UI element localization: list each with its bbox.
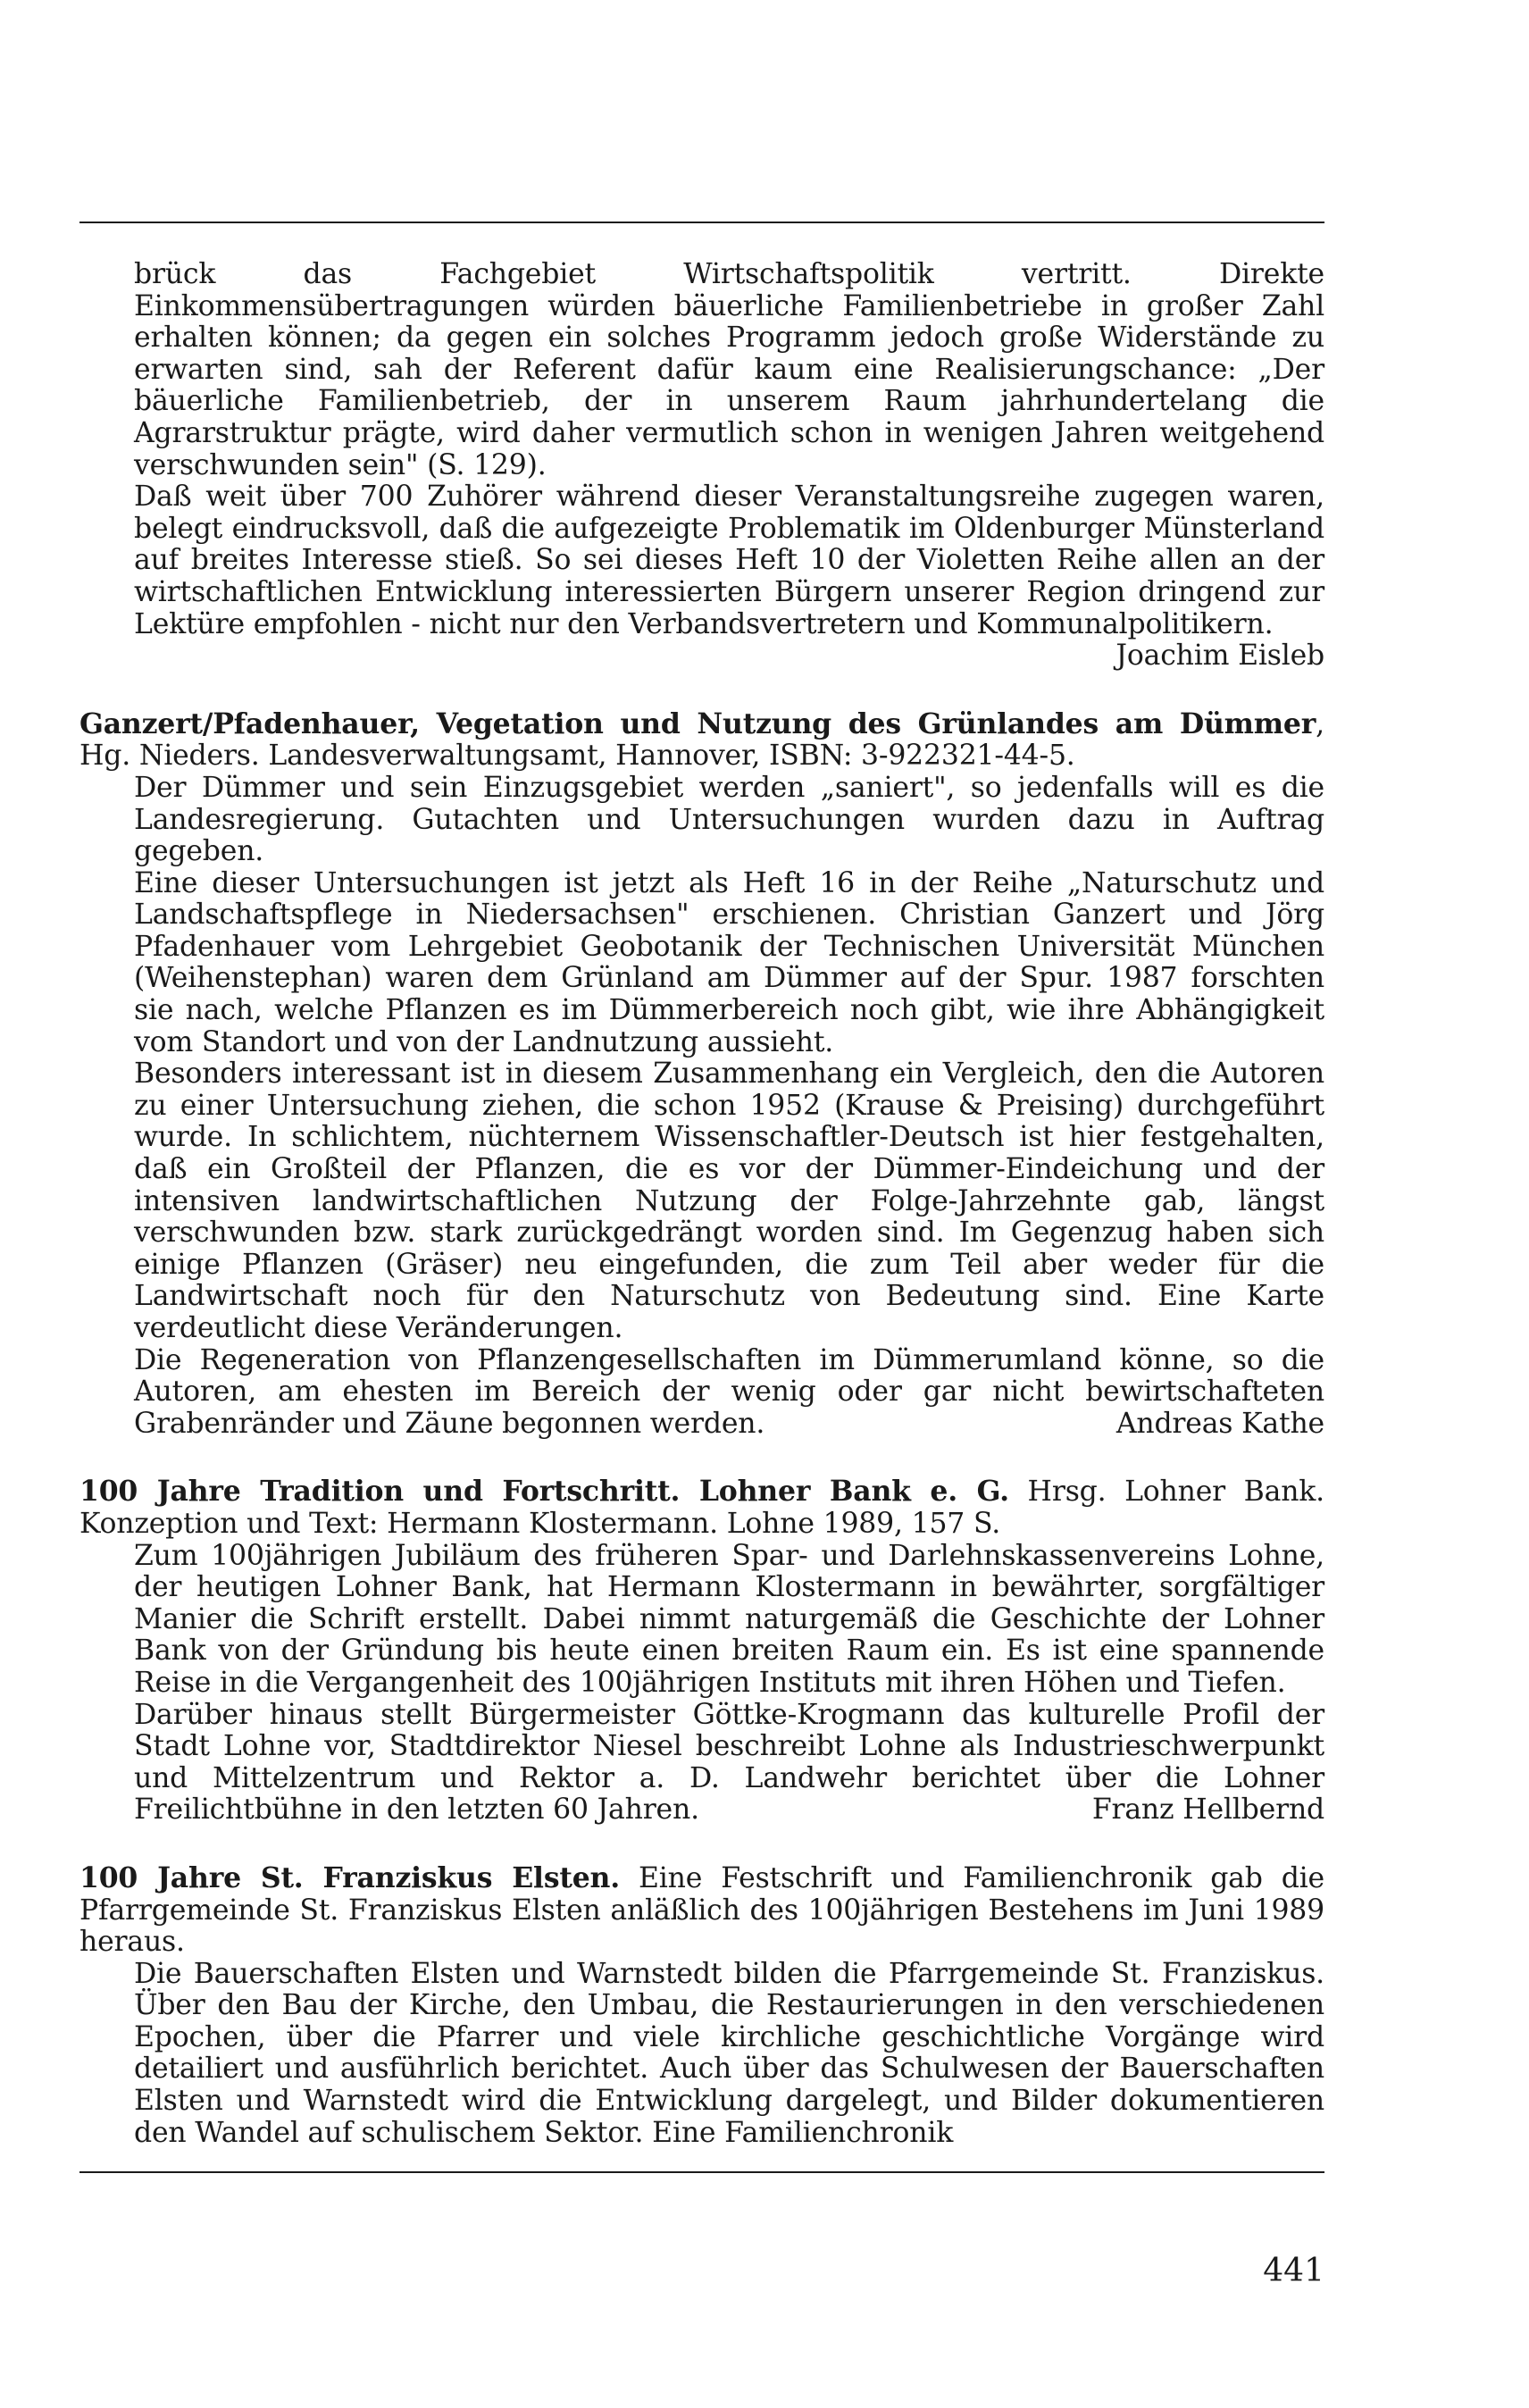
reviewer-signature: Andreas Kathe — [1115, 1407, 1324, 1440]
review-title: Ganzert/Pfadenhauer, Vegetation und Nutzung des Grünlandes am Dümmer — [79, 707, 1316, 740]
page-body — [79, 259, 1324, 2149]
review-heading — [79, 1476, 1324, 1540]
review-title: 100 Jahre Tradition und Fortschritt. Lohner Bank e. G. — [79, 1475, 1009, 1509]
review-entry — [79, 1862, 1324, 2149]
paragraph: Die Bauerschaften Elsten und Warnstedt bilden die Pfarrgemeinde St. Franziskus. Über den Bau der Kirche, den Umbau, die Restaurierungen in den verschiedenen Epochen, über die Pfarrer und viele kirchliche geschichtliche Vorgänge wird detailiert und ausführlich berichtet. Auch über das Schulwesen der Bauerschaften Elsten und Warnstedt wird die Entwicklung dargelegt, und Bilder dokumentieren den Wandel auf schulischem Sektor. Eine Familienchronik — [134, 1957, 1324, 2149]
paragraph — [79, 1345, 1324, 1441]
reviewer-signature: Franz Hellbernd — [1091, 1793, 1324, 1827]
paragraph: Zum 100jährigen Jubiläum des früheren Spar- und Darlehnskassenvereins Lohne, der heutigen Lohner Bank, hat Hermann Klostermann in bewährter, sorgfältiger Manier die Schrift erstellt. Dabei nimmt naturgemäß die Geschichte der Lohner Bank von der Gründung bis heute einen breiten Raum ein. Es ist eine spannende Reise in die Vergangenheit des 100jährigen Instituts mit ihren Höhen und Tiefen. — [134, 1539, 1324, 1699]
paragraph: Eine dieser Untersuchungen ist jetzt als Heft 16 in der Reihe „Naturschutz und Landschaftspflege in Niedersachsen" erschienen. Christian Ganzert und Jörg Pfadenhauer vom Lehrgebiet Geobotanik der Technischen Universität München (Weihenstephan) waren dem Grünland am Dümmer auf der Spur. 1987 forschten sie nach, welche Pflanzen es im Dümmerbereich noch gibt, wie ihre Abhängigkeit vom Standort und von der Landnutzung aussieht. — [134, 866, 1324, 1058]
paragraph-text: Die Regeneration von Pflanzengesellschaften im Dümmerumland könne, so die Autoren, am ehesten im Bereich der wenig oder gar nicht bewirtschafteten Grabenränder und Zäune begonnen werden. — [134, 1343, 1324, 1440]
continuation-section — [79, 259, 1324, 673]
paragraph — [79, 1700, 1324, 1827]
review-heading — [79, 708, 1324, 773]
paragraph: brück das Fachgebiet Wirtschaftspolitik vertritt. Direkte Einkommensübertragungen würden bäuerliche Familienbetriebe in großer Zahl erhalten können; da gegen ein solches Programm jedoch große Widerstände zu erwarten sind, sah der Referent dafür kaum eine Realisierungschance: „Der bäuerliche Familienbetrieb, der in unserem Raum jahrhundertelang die Agrarstruktur prägte, wird daher vermutlich schon in wenigen Jahren weitgehend verschwunden sein" (S. 129). — [134, 258, 1324, 481]
paragraph-text: Daß weit über 700 Zuhörer während dieser Veranstaltungsreihe zugegen waren, belegt eindrucksvoll, daß die aufgezeigte Problematik im Oldenburger Münsterland auf breites Interesse stieß. So sei dieses Heft 10 der Violetten Reihe allen an der wirtschaftlichen Entwicklung interessierten Bürgern unserer Region dringend zur Lektüre empfohlen - nicht nur den Verbandsvertretern und Kommunalpolitikern. — [134, 481, 1324, 640]
paragraph-text: Darüber hinaus stellt Bürgermeister Göttke-Krogmann das kulturelle Profil der Stadt Lohne vor, Stadtdirektor Niesel beschreibt Lohne als Industrieschwerpunkt und Mittelzentrum und Rektor a. D. Landwehr berichtet über die Lohner Freilichtbühne in den letzten 60 Jahren. — [134, 1698, 1324, 1827]
reviewer-signature: Joachim Eisleb — [1115, 640, 1324, 673]
page-number: 441 — [1263, 2253, 1324, 2289]
bottom-rule — [79, 2171, 1324, 2173]
paragraph — [79, 481, 1324, 673]
review-entry — [79, 708, 1324, 1441]
review-meta: Hrsg. Lohner Bank. Konzeption und Text: Hermann Klostermann. Lohne 1989, 157 S. — [79, 1476, 1324, 1540]
review-meta: , Hg. Nieders. Landesverwaltungsamt, Hannover, ISBN: 3-922321-44-5. — [79, 707, 1324, 773]
paragraph: Besonders interessant ist in diesem Zusammenhang ein Vergleich, den die Autoren zu einer Untersuchung ziehen, die schon 1952 (Krause & Preising) durchgeführt wurde. In schlichtem, nüchternem Wissenschaftler-Deutsch ist hier festgehalten, daß ein Großteil der Pflanzen, die es vor der Dümmer-Eindeichung und der intensiven landwirtschaftlichen Nutzung der Folge-Jahrzehnte gab, längst verschwunden bzw. stark zurückgedrängt worden sind. Im Gegenzug haben sich einige Pflanzen (Gräser) neu eingefunden, die zum Teil aber weder für die Landwirtschaft noch für den Naturschutz von Bedeutung sind. Eine Karte verdeutlicht diese Veränderungen. — [134, 1058, 1324, 1344]
top-rule — [79, 222, 1324, 223]
review-meta: Eine Festschrift und Familienchronik gab die Pfarrgemeinde St. Franziskus Elsten anläßlich des 100jährigen Bestehens im Juni 1989 heraus. — [79, 1861, 1324, 1959]
review-heading — [79, 1862, 1324, 1959]
review-title: 100 Jahre St. Franziskus Elsten. — [79, 1860, 621, 1894]
review-entry — [79, 1476, 1324, 1827]
paragraph: Der Dümmer und sein Einzugsgebiet werden „saniert", so jedenfalls will es die Landesregierung. Gutachten und Untersuchungen wurden dazu in Auftrag gegeben. — [134, 771, 1324, 868]
